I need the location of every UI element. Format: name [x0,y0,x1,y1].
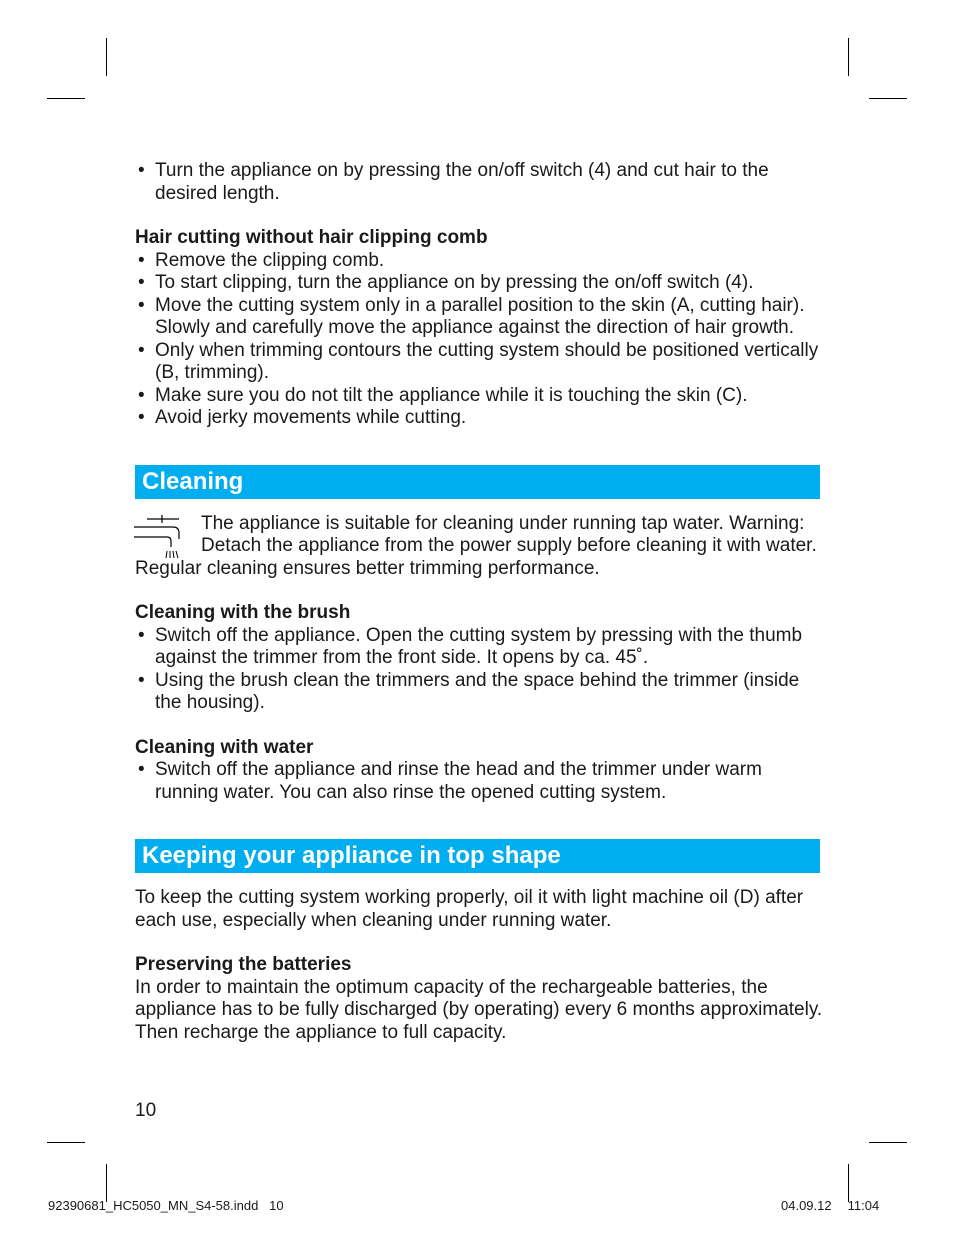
list-item: • Move the cutting system only in a parallel position to the skin (A, cutting hair). Slowly and carefully move the appliance against the direction of hair growth. [135,295,825,340]
page-number: 10 [135,1100,157,1121]
water-list [135,759,825,804]
crop-mark-bottom-left-v [106,1164,107,1202]
tap-water-text: The appliance is suitable for cleaning under running tap water. Warning: Detach the appliance from the power supply before cleaning it with water. [201,512,817,556]
batteries-text: In order to maintain the optimum capacity of the rechargeable batteries, the appliance has to be fully discharged (by operating) every 6 months approximately. Then recharge the appliance to full capacity. [135,976,823,1043]
brush-list [135,625,825,715]
water-heading: Cleaning with water [135,736,314,758]
list-item: • Switch off the appliance and rinse the head and the trimmer under warm running water. You can also rinse the opened cutting system. [135,759,825,804]
intro-list [135,160,825,205]
running-tap-water-icon [133,513,189,563]
list-item: • Turn the appliance on by pressing the on/off switch (4) and cut hair to the desired length. [135,160,825,205]
brush-heading: Cleaning with the brush [135,602,351,623]
footer-timestamp [781,1198,879,1213]
hair-cutting-list [135,250,825,430]
crop-mark-bottom-right-v [848,1164,849,1202]
crop-mark-top-left-v [106,38,107,76]
crop-mark-top-right-v [848,38,849,76]
list-item: • To start clipping, turn the appliance on by pressing the on/off switch (4). [135,272,825,295]
footer-date: 04.09.12 [781,1198,832,1213]
crop-mark-bottom-right-h [869,1142,907,1143]
top-shape-section-title: Keeping your appliance in top shape [135,839,820,873]
list-item: • Only when trimming contours the cutting system should be positioned vertically (B, trimming). [135,340,825,385]
footer-file-info: 92390681_HC5050_MN_S4-58.indd 10 [48,1198,284,1213]
tap-water-note [135,513,825,558]
top-shape-text: To keep the cutting system working properly, oil it with light machine oil (D) after each use, especially when cleaning under running water. [135,887,804,931]
footer-time: 11:04 [847,1198,880,1213]
batteries-heading: Preserving the batteries [135,954,352,975]
regular-cleaning-text: Regular cleaning ensures better trimming performance. [135,557,600,579]
list-item: • Remove the clipping comb. [135,250,825,273]
list-item: • Switch off the appliance. Open the cutting system by pressing with the thumb against the trimmer from the front side. It opens by ca. 45˚. [135,625,825,670]
list-item: • Avoid jerky movements while cutting. [135,407,825,430]
hair-cutting-heading: Hair cutting without hair clipping comb [135,227,488,248]
crop-mark-top-right-h [869,98,907,99]
crop-mark-bottom-left-h [47,1142,85,1143]
page-content [135,160,825,1044]
cleaning-section-title: Cleaning [135,465,820,499]
list-item: • Using the brush clean the trimmers and the space behind the trimmer (inside the housing). [135,670,825,715]
list-item: • Make sure you do not tilt the appliance while it is touching the skin (C). [135,385,825,408]
crop-mark-top-left-h [47,98,85,99]
